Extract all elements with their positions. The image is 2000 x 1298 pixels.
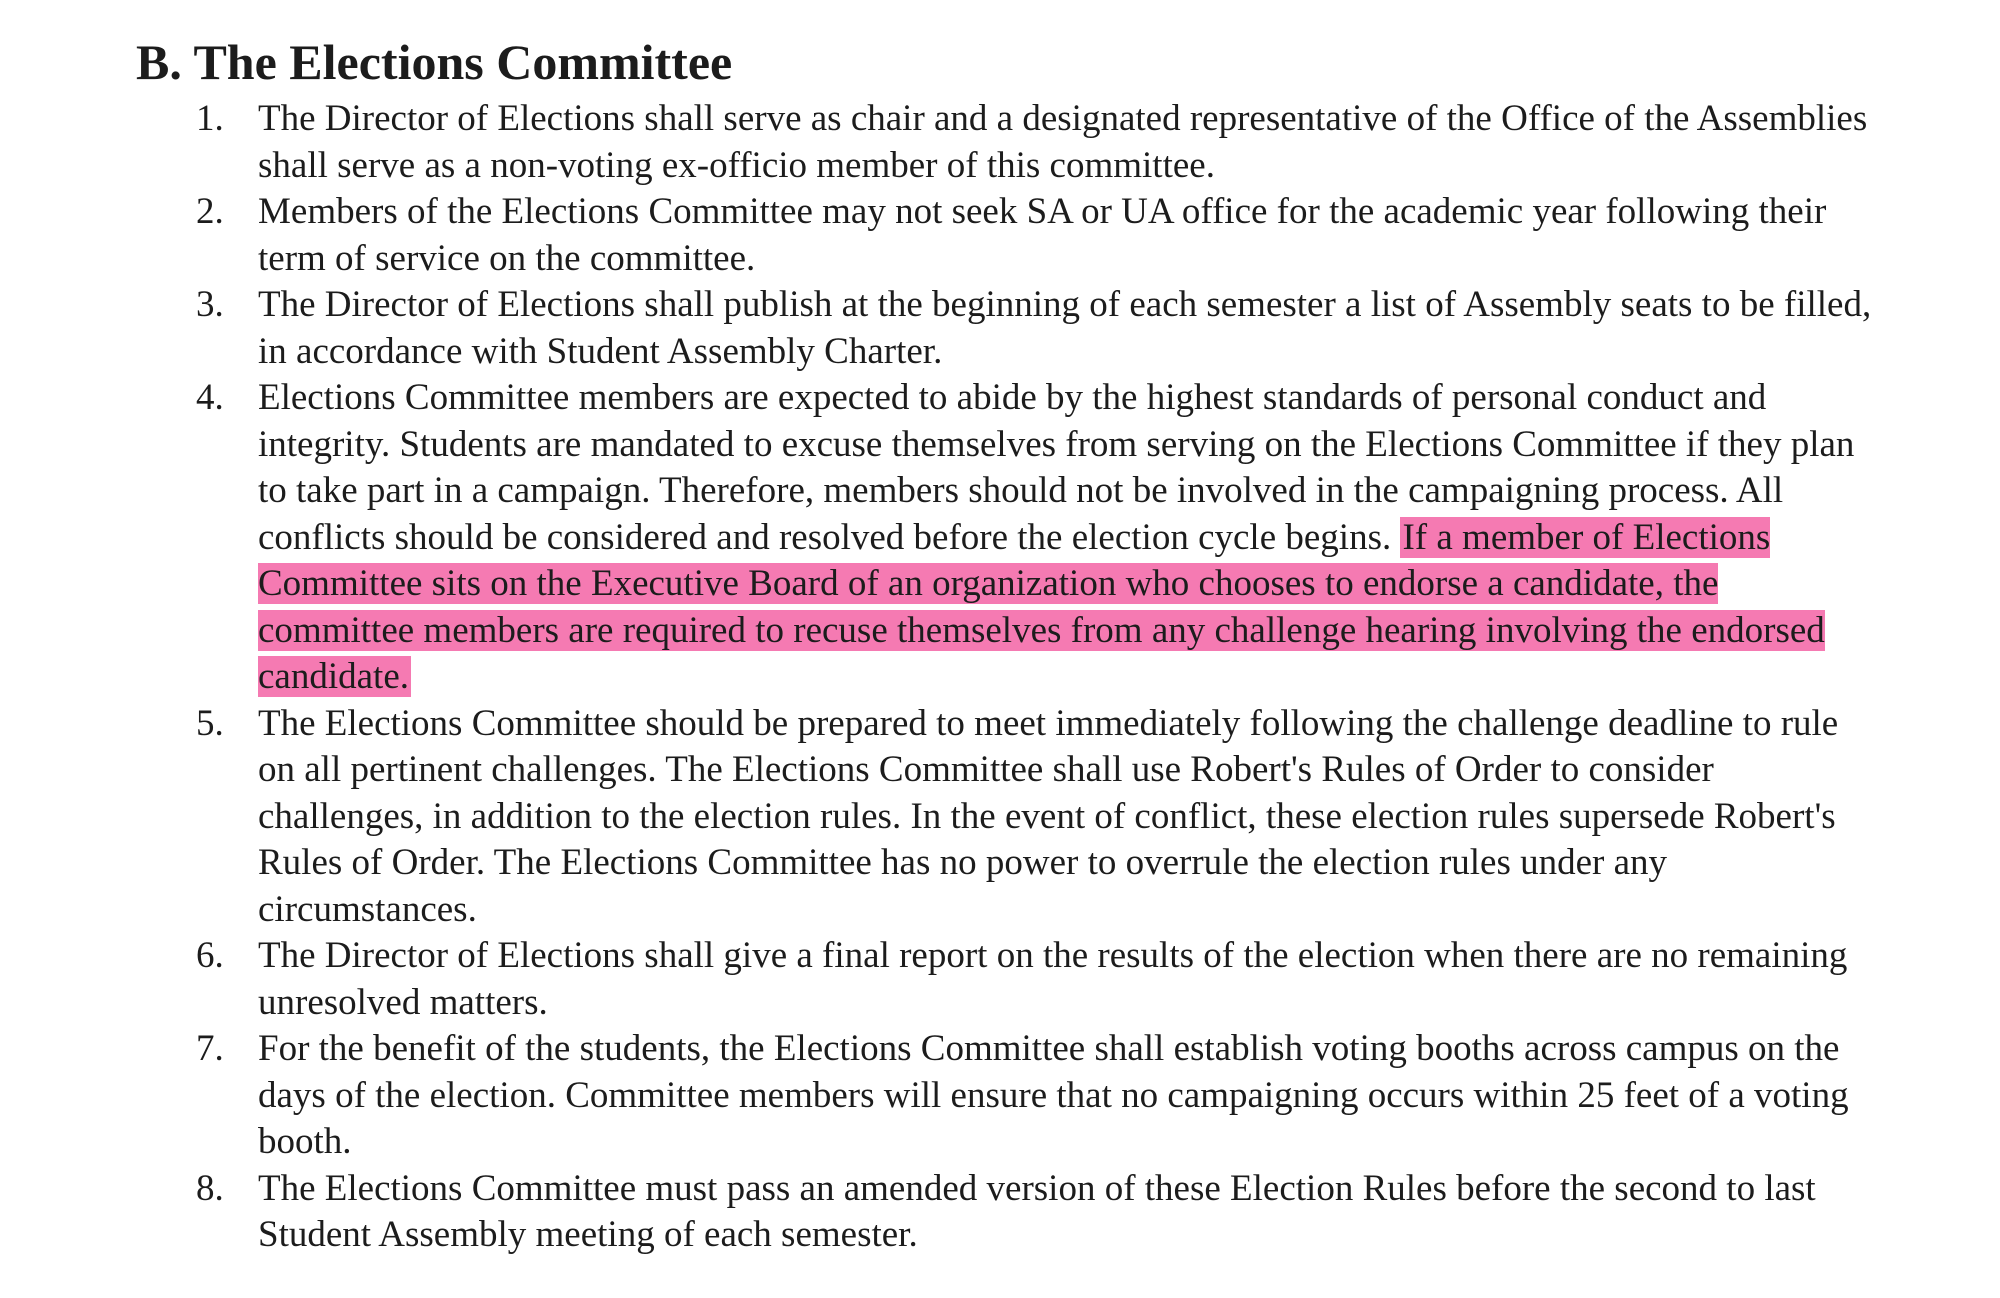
list-item-number: 1. xyxy=(196,98,224,139)
list-item-number: 3. xyxy=(196,284,224,325)
list-item-text xyxy=(258,701,1876,934)
list-item-text xyxy=(258,933,1876,1026)
list-item-text xyxy=(258,189,1876,282)
list-item-number: 7. xyxy=(196,1028,224,1069)
list-item-number: 4. xyxy=(196,377,224,418)
section-heading: B. The Elections Committee xyxy=(136,34,733,90)
list-item-body: The Director of Elections shall give a final report on the results of the election when there are no remaining unresolved matters. xyxy=(258,935,1848,1023)
list-item-number: 8. xyxy=(196,1167,224,1209)
list-item-number: 5. xyxy=(196,702,224,744)
list-item xyxy=(196,282,1876,375)
list-item-text xyxy=(258,1166,1876,1259)
list-item-body: The Elections Committee should be prepared to meet immediately following the challenge deadline to rule on all pertinent challenges. The Elections Committee shall use Robert's Rules of Order to consider challenges, in addition to the election rules. In the event of conflict, these election rules supersede Robert's Rules of Order. The Elections Committee has no power to overrule the election rules under any circumstances. xyxy=(258,702,1839,930)
list-item-number: 2. xyxy=(196,191,224,232)
list-item-body: The Director of Elections shall serve as chair and a designated representative of the Office of the Assemblies shall serve as a non-voting ex-officio member of this committee. xyxy=(258,98,1868,186)
list-item-body: For the benefit of the students, the Elections Committee shall establish voting booths across campus on the days of the election. Committee members will ensure that no campaigning occurs within 25 feet of a voting booth. xyxy=(258,1028,1849,1162)
list-item-body: Members of the Elections Committee may not seek SA or UA office for the academic year following their term of service on the committee. xyxy=(258,191,1827,279)
list-item xyxy=(196,96,1876,189)
list-item xyxy=(196,375,1876,701)
list-item xyxy=(196,1026,1876,1166)
list-item-number: 6. xyxy=(196,935,224,976)
list-item xyxy=(196,189,1876,282)
highlighted-passage: If a member of Elections Committee sits on the Executive Board of an organization who chooses to endorse a candidate, the committee members are required to recuse themselves from any challenge hearing involving the endorsed candidate. xyxy=(258,516,1825,697)
list-item-text xyxy=(258,96,1876,189)
list-item-body: Elections Committee members are expected to abide by the highest standards of personal conduct and integrity. Students are mandated to excuse themselves from serving on the Elections Committee if they plan to take part in a campaign. Therefore, members should not be involved in the campaigning process. All conflicts should be considered and resolved before the election cycle begins. xyxy=(258,377,1855,558)
list-item-body: The Director of Elections shall publish at the beginning of each semester a list of Assembly seats to be filled, in accordance with Student Assembly Charter. xyxy=(258,284,1872,372)
rules-list xyxy=(196,96,1876,1259)
list-item xyxy=(196,933,1876,1026)
list-item-text xyxy=(258,375,1876,701)
list-item-text xyxy=(258,282,1876,375)
list-item-body: The Elections Committee must pass an amended version of these Election Rules before the second to last Student Assembly meeting of each semester. xyxy=(258,1167,1816,1255)
list-item-text xyxy=(258,1026,1876,1166)
list-item xyxy=(196,1166,1876,1259)
list-item xyxy=(196,701,1876,934)
